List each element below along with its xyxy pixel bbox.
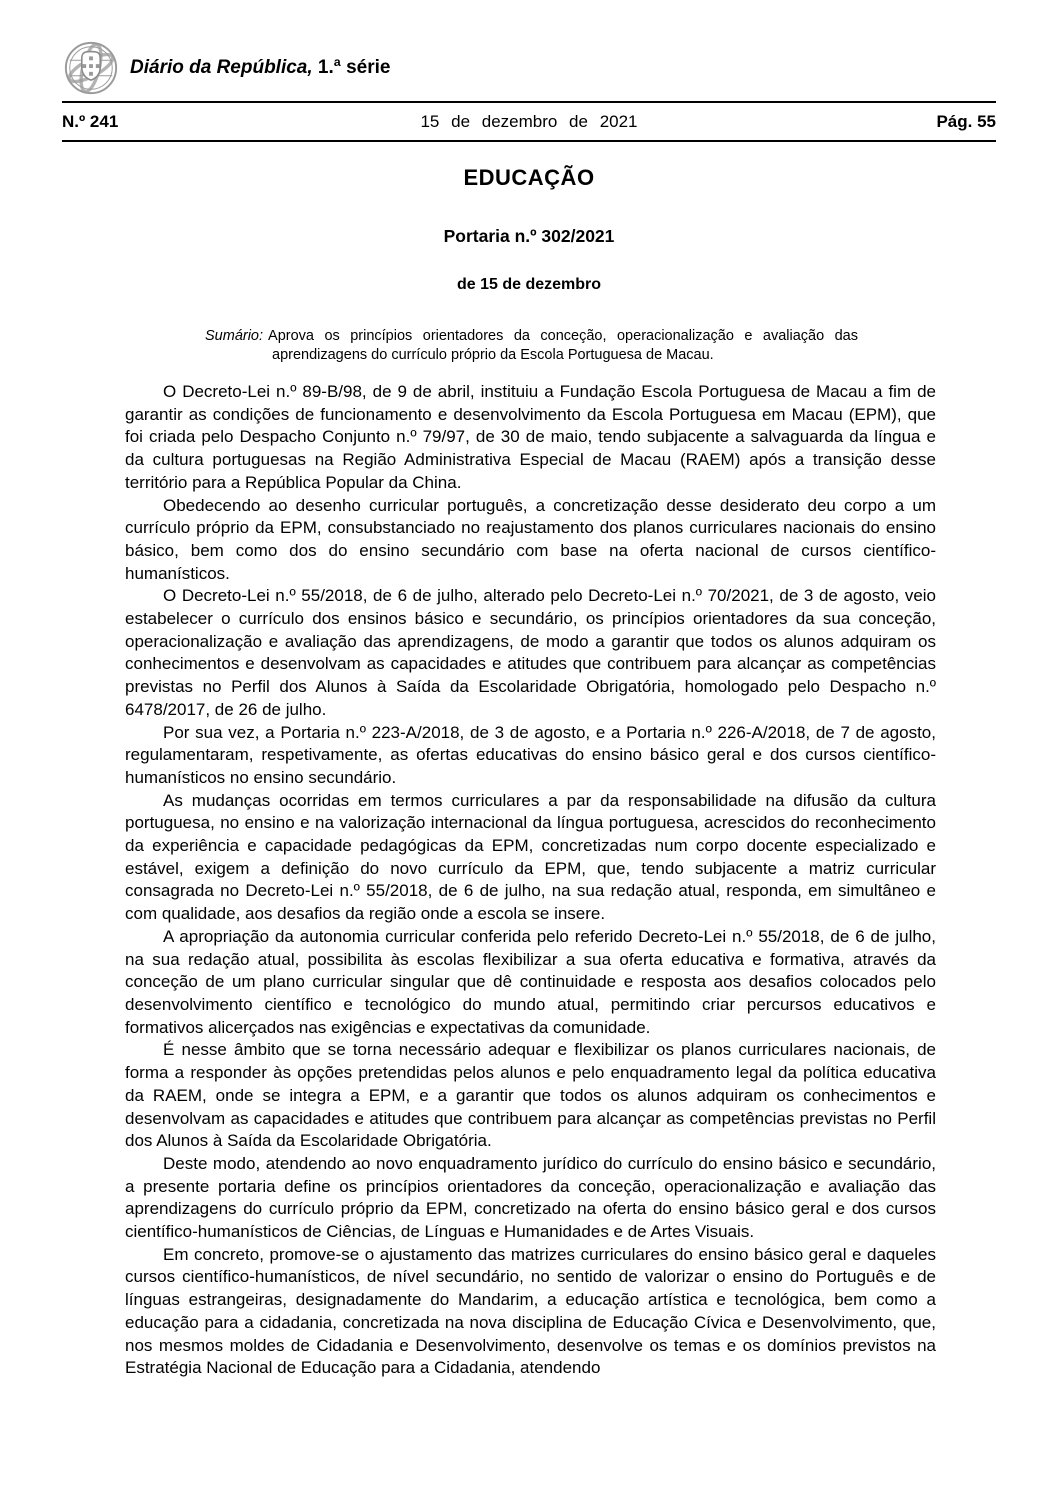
paragraph: As mudanças ocorridas em termos curriculares a par da responsabilidade na difusão da cultura portuguesa, no ensino e na valorização internacional da língua portuguesa, acrescidos do reconhecimento da experiência e capacidade pedagógicas da EPM, concretizadas num corpo docente especializado e estável, exigem a definição do novo currículo da EPM, que, tendo subjacente a matriz curricular consagrada no Decreto-Lei n.º 55/2018, de 6 de julho, na sua redação atual, responda, em simultâneo e com qualidade, aos desafios da região onde a escola se insere. <box>125 790 936 924</box>
paragraph: Deste modo, atendendo ao novo enquadramento jurídico do currículo do ensino básico e secundário, a presente portaria define os princípios orientadores da conceção, operacionalização e avaliação das aprendizagens do currículo próprio da EPM, concretizado na oferta do ensino básico geral e dos cursos científico-humanísticos de Ciências, de Línguas e Humanidades e de Artes Visuais. <box>125 1153 936 1242</box>
issue-date: 15 de dezembro de 2021 <box>420 111 638 131</box>
coat-of-arms-icon <box>62 39 120 97</box>
paragraph: Em concreto, promove-se o ajustamento das matrizes curriculares do ensino básico geral e daqueles cursos científico-humanísticos, de nível secundário, no sentido de valorizar o ensino do Português e de línguas estrangeiras, designadamente do Mandarim, a educação artística e tecnológica, bem como a educação para a cidadania, concretizada na nova disciplina de Educação Cívica e Desenvolvimento, que, nos mesmos moldes de Cidadania e Desenvolvimento, desenvolve os temas e os domínios previstos na Estratégia Nacional de Educação para a Cidadania, atendendo <box>125 1244 936 1378</box>
paragraph: O Decreto-Lei n.º 89-B/98, de 9 de abril, instituiu a Fundação Escola Portuguesa de Macau a fim de garantir as condições de funcionamento e desenvolvimento da Escola Portuguesa em Macau (EPM), que foi criada pelo Despacho Conjunto n.º 79/97, de 30 de maio, tendo subjacente a salvaguarda da língua e da cultura portuguesas na Região Administrativa Especial de Macau (RAEM) após a transição desse território para a República Popular da China. <box>125 382 936 492</box>
header-rule-bottom <box>62 140 996 142</box>
section-title: EDUCAÇÃO <box>463 165 595 190</box>
masthead-title-series: 1.ª série <box>312 57 391 78</box>
document-date: de 15 de dezembro <box>456 276 602 293</box>
body-text <box>125 381 936 1380</box>
paragraph: O Decreto-Lei n.º 55/2018, de 6 de julho, alterado pelo Decreto-Lei n.º 70/2021, de 3 de agosto, veio estabelecer o currículo dos ensinos básico e secundário, os princípios orientadores da sua conceção, operacionalização e avaliação das aprendizagens, de modo a garantir que todos os alunos adquiram os conhecimentos e desenvolvam as capacidades e atitudes que contribuem para alcançar as competências previstas no Perfil dos Alunos à Saída da Escolaridade Obrigatória, homologado pelo Despacho n.º 6478/2017, de 26 de julho. <box>125 586 936 719</box>
paragraph: Por sua vez, a Portaria n.º 223-A/2018, de 3 de agosto, e a Portaria n.º 226-A/2018, de 7 de agosto, regulamentaram, respetivamente, as ofertas educativas do ensino básico geral e dos cursos científico-humanísticos no ensino secundário. <box>125 722 936 787</box>
paragraph: É nesse âmbito que se torna necessário adequar e flexibilizar os planos curriculares nacionais, de forma a responder às opções pretendidas pelos alunos e pelo enquadramento legal da política educativa da RAEM, onde se integra a EPM, e a garantir que todos os alunos adquiram os conhecimentos e desenvolvam as capacidades e atitudes que contribuem para alcançar as competências previstas no Perfil dos Alunos à Saída da Escolaridade Obrigatória. <box>125 1040 936 1151</box>
masthead-title-name: Diário da República, <box>130 57 313 78</box>
paragraph: A apropriação da autonomia curricular conferida pelo referido Decreto-Lei n.º 55/2018, de 6 de julho, na sua redação atual, possibilita às escolas flexibilizar a sua oferta educativa e formativa, através da conceção de um plano curricular singular que dê continuidade e resposta aos desafios colocados pelo desenvolvimento científico e tecnológico do mundo atual, permitindo criar percursos educativos e formativos alicerçados nas exigências e expectativas da comunidade. <box>125 926 936 1037</box>
page-number: Pág. 55 <box>936 111 996 131</box>
summary-text: Aprova os princípios orientadores da conceção, operacionalização e avaliação das aprendizagens do currículo próprio da Escola Portuguesa de Macau. <box>268 328 858 363</box>
document-title: Portaria n.º 302/2021 <box>443 226 615 246</box>
masthead-title <box>130 57 390 79</box>
article <box>0 165 1058 1380</box>
summary-block <box>205 327 858 365</box>
masthead <box>0 0 1058 98</box>
paragraph: Obedecendo ao desenho curricular português, a concretização desse desiderato deu corpo a um currículo próprio da EPM, consubstanciado no reajustamento dos planos curriculares nacionais do ensino básico, bem como dos do ensino secundário com base na oferta nacional de cursos científico-humanísticos. <box>125 495 936 583</box>
issue-number: N.º 241 <box>62 111 119 131</box>
summary-label: Sumário: <box>205 328 264 344</box>
issue-header-bar <box>62 103 996 140</box>
